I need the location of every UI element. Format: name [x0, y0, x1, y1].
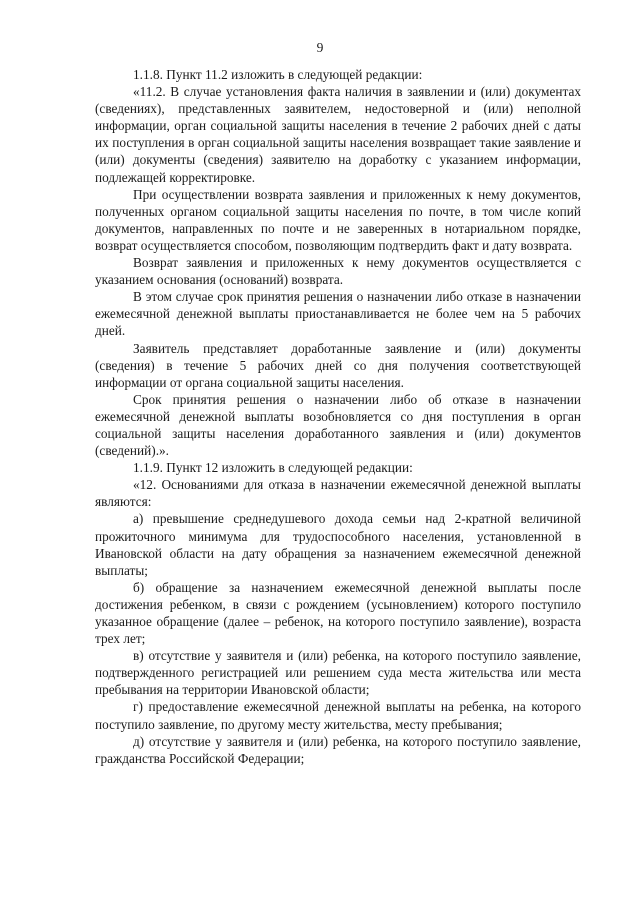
document-body	[95, 66, 581, 767]
list-item-v: в) отсутствие у заявителя и (или) ребенка, на которого поступило заявление, подтвержденного регистрацией или решением суда места жительства или места пребывания на территории Ивановской области;	[95, 648, 581, 698]
page-number: 9	[316, 40, 324, 55]
list-item-b: б) обращение за назначением ежемесячной денежной выплаты после достижения ребенком, в связи с рождением (усыновлением) которого поступило указанное обращение (далее – ребенок, на которого поступило заявление), возраста трех лет;	[95, 579, 581, 647]
paragraph-return-procedure: При осуществлении возврата заявления и приложенных к нему документов, полученных органом социальной защиты населения по почте, в том числе копий документов, направленных по почте и не заверенных в нотариальном порядке, возврат осуществляется способом, позволяющим подтвердить факт и дату возврата.	[95, 186, 581, 253]
list-item-a: а) превышение среднедушевого дохода семьи над 2-кратной величиной прожиточного минимума для трудоспособного населения, установленной в Ивановской области на дату обращения за назначением ежемесячной денежной выплаты;	[95, 511, 581, 578]
paragraph-clause-11-2: «11.2. В случае установления факта наличия в заявлении и (или) документах (сведениях), представленных заявителем, недостоверной и (или) неполной информации, орган социальной защиты населения в течение 2 рабочих дней с даты их поступления в орган социальной защиты населения возвращает такие заявление и (или) документы (сведения) заявителю на доработку с указанием информации, подлежащей корректировке.	[95, 84, 581, 185]
paragraph-item-1-1-9: 1.1.9. Пункт 12 изложить в следующей редакции:	[133, 460, 413, 476]
paragraph-resubmission: Заявитель представляет доработанные заявление и (или) документы (сведения) в течение 5 рабочих дней со дня получения соответствующей информации от органа социальной защиты населения.	[95, 340, 581, 390]
paragraph-clause-12: «12. Основаниями для отказа в назначении ежемесячной денежной выплаты являются:	[95, 477, 581, 510]
list-item-g: г) предоставление ежемесячной денежной выплаты на ребенка, на которого поступило заявление, по другому месту жительства, месту пребывания;	[95, 699, 581, 732]
paragraph-return-grounds: Возврат заявления и приложенных к нему документов осуществляется с указанием основания (оснований) возврата.	[95, 255, 581, 288]
paragraph-suspension: В этом случае срок принятия решения о назначении либо отказе в назначении ежемесячной денежной выплаты приостанавливается не более чем на 5 рабочих дней.	[95, 289, 581, 339]
paragraph-resumption: Срок принятия решения о назначении либо об отказе в назначении ежемесячной денежной выплаты возобновляется со дня поступления в орган социальной защиты населения доработанного заявления и (или) документов (сведений).».	[95, 391, 581, 459]
list-item-d: д) отсутствие у заявителя и (или) ребенка, на которого поступило заявление, гражданства Российской Федерации;	[95, 733, 581, 766]
paragraph-item-1-1-8: 1.1.8. Пункт 11.2 изложить в следующей редакции:	[133, 67, 423, 82]
